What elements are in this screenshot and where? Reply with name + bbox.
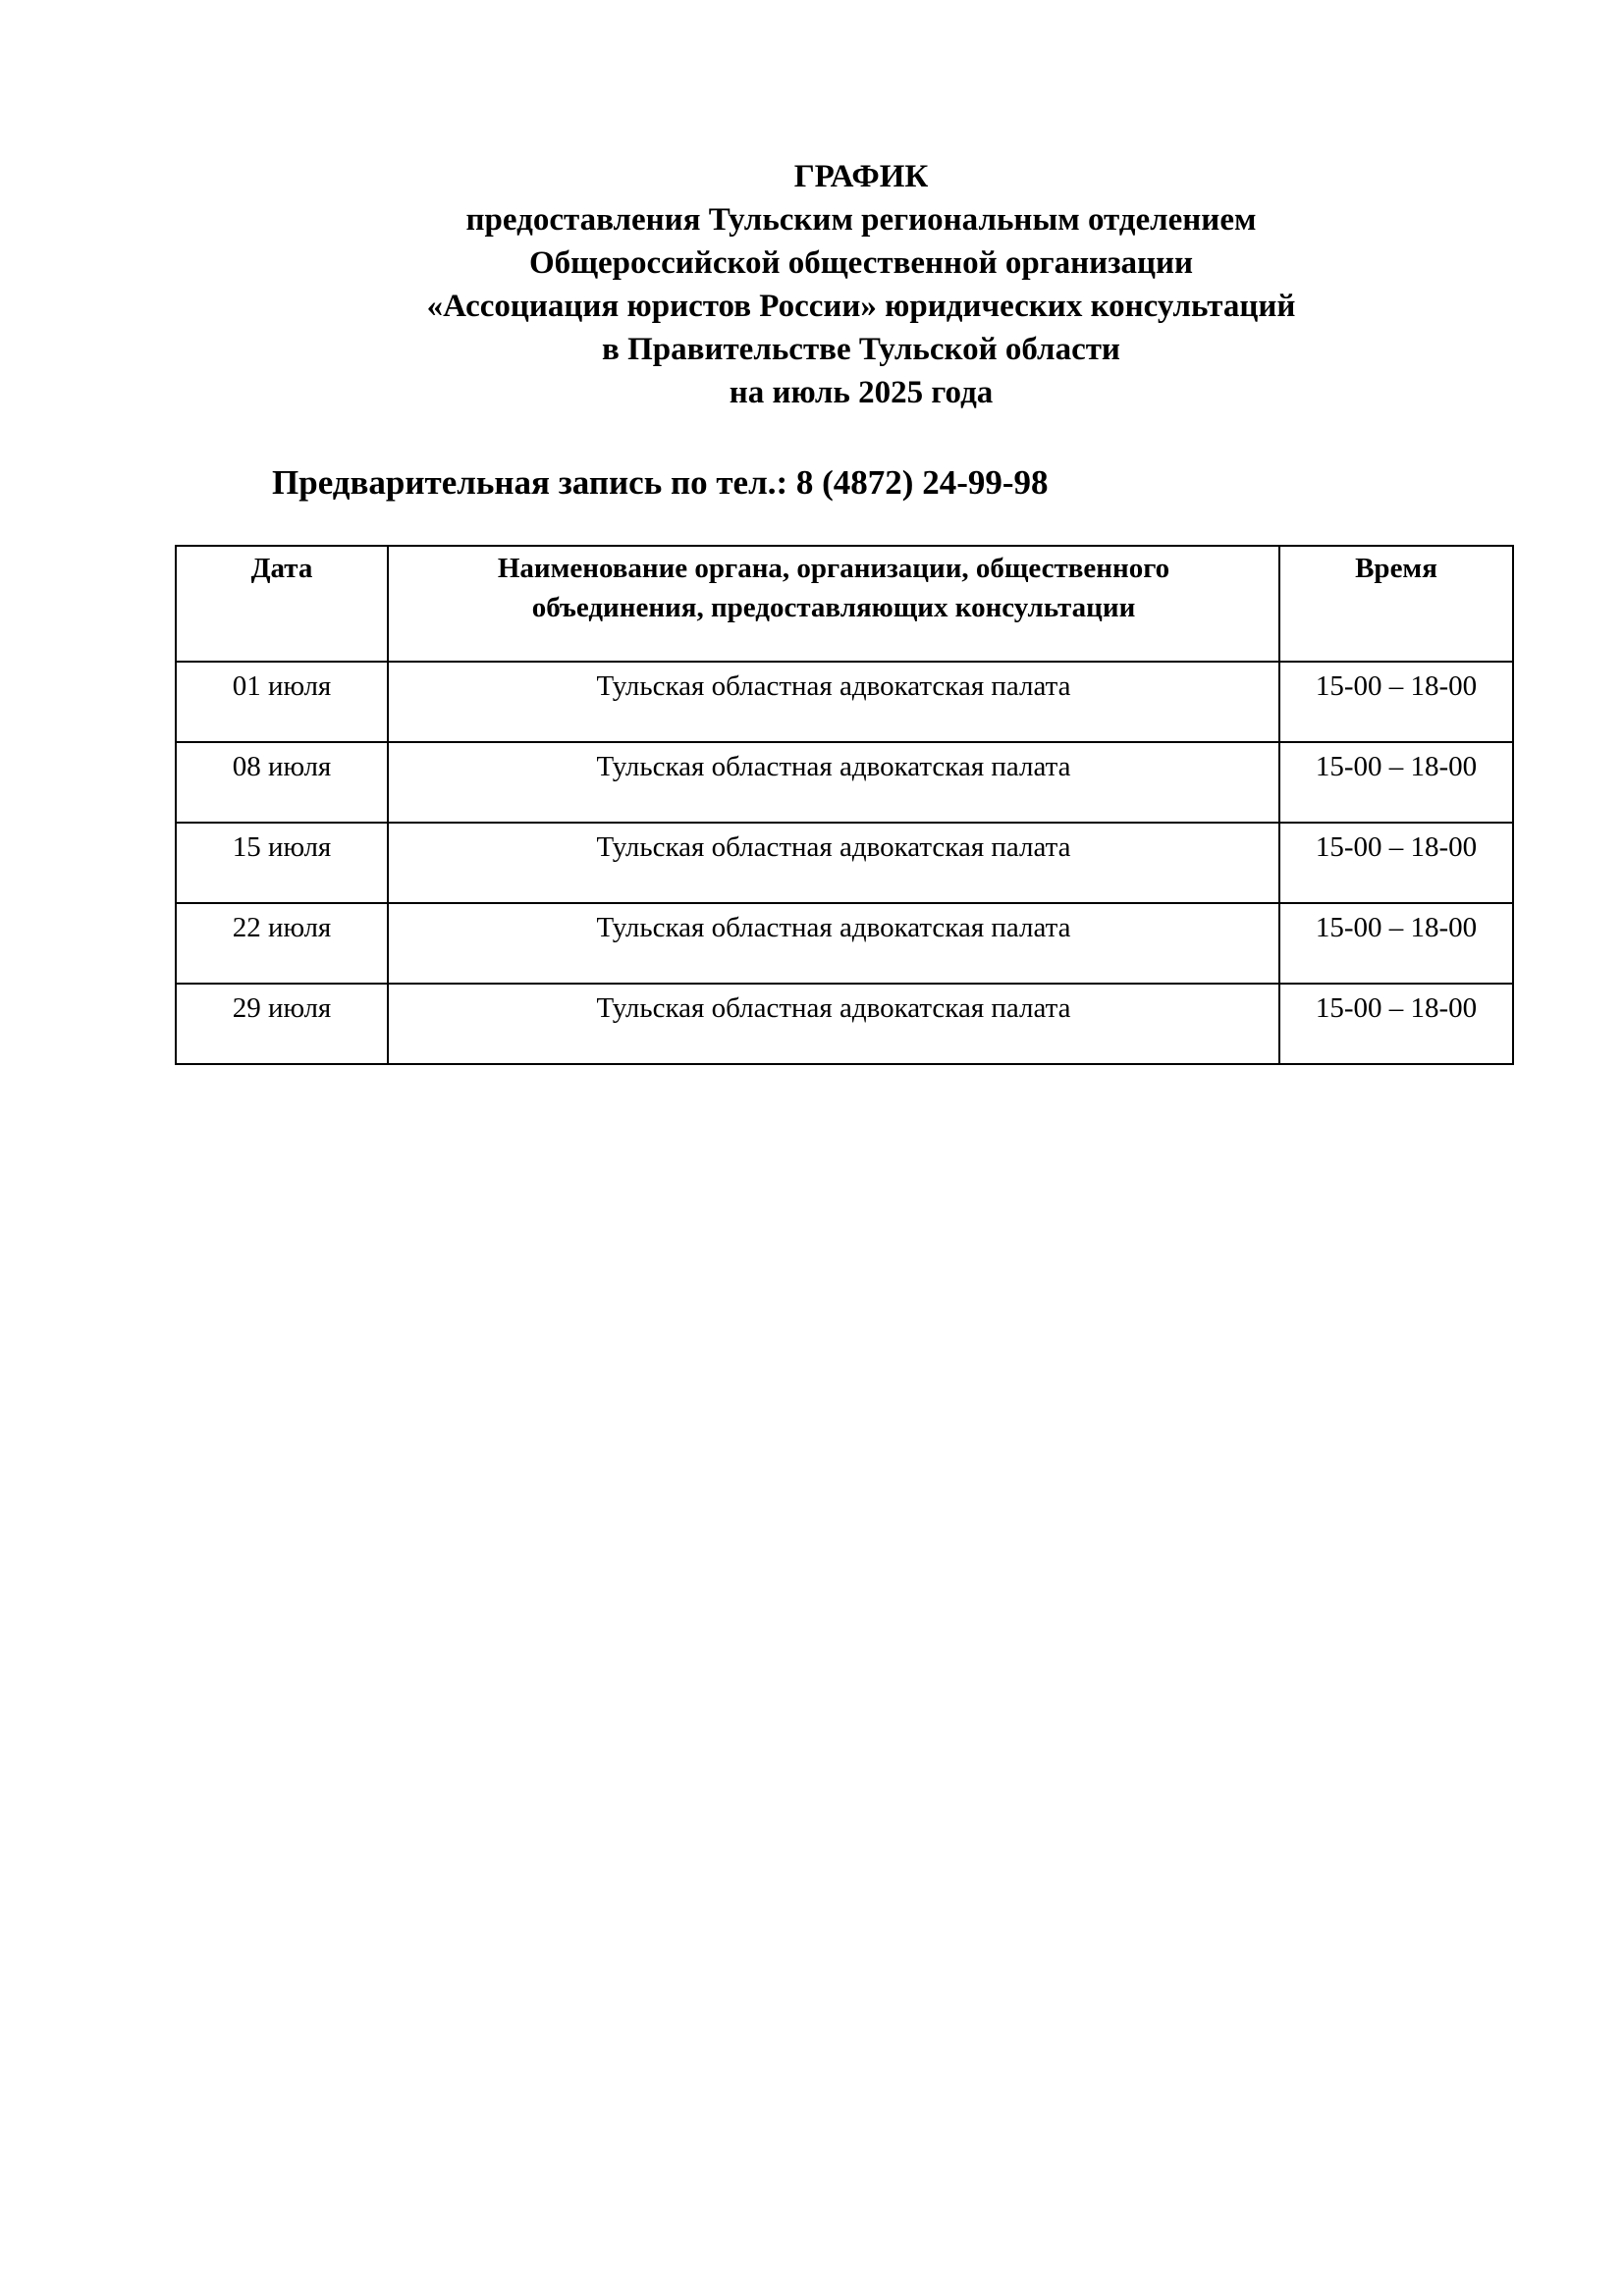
- cell-org: Тульская областная адвокатская палата: [388, 984, 1279, 1064]
- phone-note: Предварительная запись по тел.: 8 (4872) 24-99-98: [272, 463, 1049, 502]
- cell-time: 15-00 – 18-00: [1279, 984, 1513, 1064]
- header-org: [388, 546, 1279, 662]
- table-row: [176, 903, 1513, 984]
- cell-time: 15-00 – 18-00: [1279, 823, 1513, 903]
- cell-date: 29 июля: [176, 984, 388, 1064]
- cell-org: Тульская областная адвокатская палата: [388, 742, 1279, 823]
- title-line: ГРАФИК: [793, 159, 929, 194]
- table-row: [176, 662, 1513, 742]
- title-line: в Правительстве Тульской области: [602, 332, 1120, 367]
- table-row: [176, 984, 1513, 1064]
- table-header-row: [176, 546, 1513, 662]
- cell-org: Тульская областная адвокатская палата: [388, 662, 1279, 742]
- title-line: «Ассоциация юристов России» юридических консультаций: [426, 289, 1296, 324]
- table-row: [176, 823, 1513, 903]
- schedule-table: [175, 545, 1514, 1065]
- header-date: Дата: [176, 546, 388, 662]
- header-time: Время: [1279, 546, 1513, 662]
- cell-org: Тульская областная адвокатская палата: [388, 903, 1279, 984]
- cell-date: 08 июля: [176, 742, 388, 823]
- cell-time: 15-00 – 18-00: [1279, 903, 1513, 984]
- cell-date: 15 июля: [176, 823, 388, 903]
- title-line: предоставления Тульским региональным отделением: [465, 202, 1257, 238]
- document-title-block: [0, 155, 1624, 414]
- title-line: на июль 2025 года: [729, 375, 994, 410]
- cell-time: 15-00 – 18-00: [1279, 662, 1513, 742]
- cell-org: Тульская областная адвокатская палата: [388, 823, 1279, 903]
- cell-time: 15-00 – 18-00: [1279, 742, 1513, 823]
- table-row: [176, 742, 1513, 823]
- cell-date: 22 июля: [176, 903, 388, 984]
- header-org-text: Наименование органа, организации, общественного объединения, предоставляющих консультации: [497, 553, 1170, 623]
- title-line: Общероссийской общественной организации: [528, 245, 1194, 281]
- cell-date: 01 июля: [176, 662, 388, 742]
